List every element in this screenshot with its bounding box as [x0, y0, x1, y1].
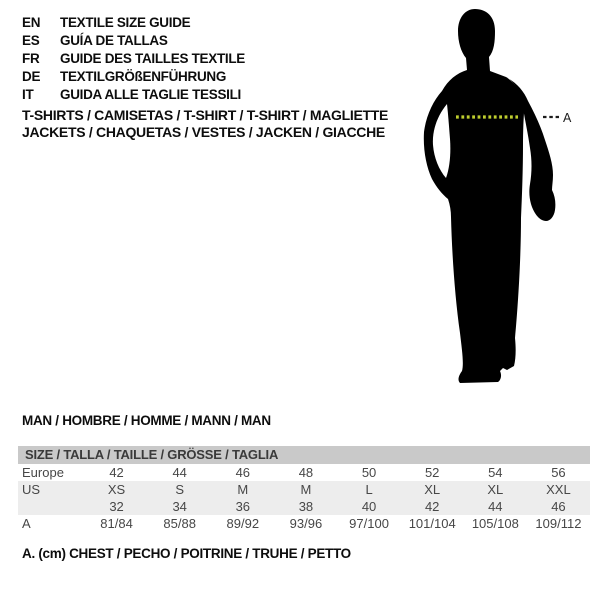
size-cell: 109/112 [535, 516, 582, 531]
size-cell: 54 [488, 465, 503, 480]
row-label: US [22, 482, 41, 497]
language-row [22, 32, 245, 50]
size-cell: 85/88 [163, 516, 196, 531]
size-cell: M [237, 482, 249, 497]
size-table [18, 446, 590, 532]
category-line-tshirts: T-SHIRTS / CAMISETAS / T-SHIRT / T-SHIRT / MAGLIETTE [22, 107, 389, 123]
size-cell: 42 [109, 465, 124, 480]
measurement-footnote: A. (cm) CHEST / PECHO / POITRINE / TRUHE / PETTO [22, 546, 351, 561]
table-row [18, 498, 590, 515]
size-cell: XXL [546, 482, 571, 497]
size-cell: 40 [361, 499, 377, 514]
language-code: EN [22, 15, 41, 30]
size-cell: 36 [235, 499, 251, 514]
category-line-jackets: JACKETS / CHAQUETAS / VESTES / JACKEN / GIACCHE [22, 124, 385, 140]
size-cell: 93/96 [289, 516, 323, 531]
man-silhouette [410, 0, 600, 400]
size-cell: XL [424, 482, 441, 497]
size-cell: L [365, 482, 373, 497]
size-table-body [18, 464, 590, 532]
size-cell: M [300, 482, 312, 497]
size-cell: 46 [235, 465, 251, 480]
language-code: DE [22, 69, 41, 84]
table-row [18, 481, 590, 498]
language-row [22, 68, 245, 86]
language-label: GUIDA ALLE TAGLIE TESSILI [60, 87, 241, 102]
language-code: ES [22, 33, 40, 48]
size-cell: XS [107, 482, 126, 497]
language-row [22, 14, 245, 32]
row-label: Europe [22, 465, 64, 480]
size-cell: 50 [361, 465, 377, 480]
language-label: TEXTILGRÖßENFÜHRUNG [60, 69, 227, 84]
language-code: IT [22, 87, 34, 102]
man-silhouette-figure [410, 0, 600, 400]
row-label [18, 498, 85, 515]
size-cell: 48 [298, 465, 314, 480]
size-cell: 56 [551, 465, 566, 480]
table-row [18, 515, 590, 532]
language-label: TEXTILE SIZE GUIDE [60, 15, 191, 30]
size-table-header: SIZE / TALLA / TAILLE / GRÖSSE / TAGLIA [18, 446, 590, 464]
size-cell: 81/84 [100, 516, 133, 531]
size-cell: 97/100 [349, 516, 389, 531]
size-cell: 52 [424, 465, 440, 480]
table-row [18, 464, 590, 481]
size-cell: 105/108 [471, 516, 519, 531]
size-cell: 38 [298, 499, 314, 514]
size-cell: XL [487, 482, 504, 497]
size-cell: 44 [172, 465, 187, 480]
language-code: FR [22, 51, 40, 66]
category-lines [22, 107, 388, 141]
size-cell: 101/104 [408, 516, 456, 531]
size-cell: 42 [424, 499, 440, 514]
size-cell: 32 [109, 499, 124, 514]
measure-label-a: A [563, 111, 572, 125]
section-title: MAN / HOMBRE / HOMME / MANN / MAN [22, 413, 271, 428]
language-row [22, 86, 245, 104]
language-row [22, 50, 245, 68]
language-label: GUÍA DE TALLAS [60, 33, 168, 48]
size-cell: S [175, 482, 185, 497]
language-list [22, 14, 245, 104]
language-label: GUIDE DES TAILLES TEXTILE [60, 51, 246, 66]
size-cell: 34 [172, 499, 187, 514]
size-cell: 46 [551, 499, 566, 514]
size-cell: 89/92 [226, 516, 260, 531]
row-label: A [22, 516, 31, 531]
body-shape [424, 9, 525, 383]
size-cell: 44 [488, 499, 503, 514]
